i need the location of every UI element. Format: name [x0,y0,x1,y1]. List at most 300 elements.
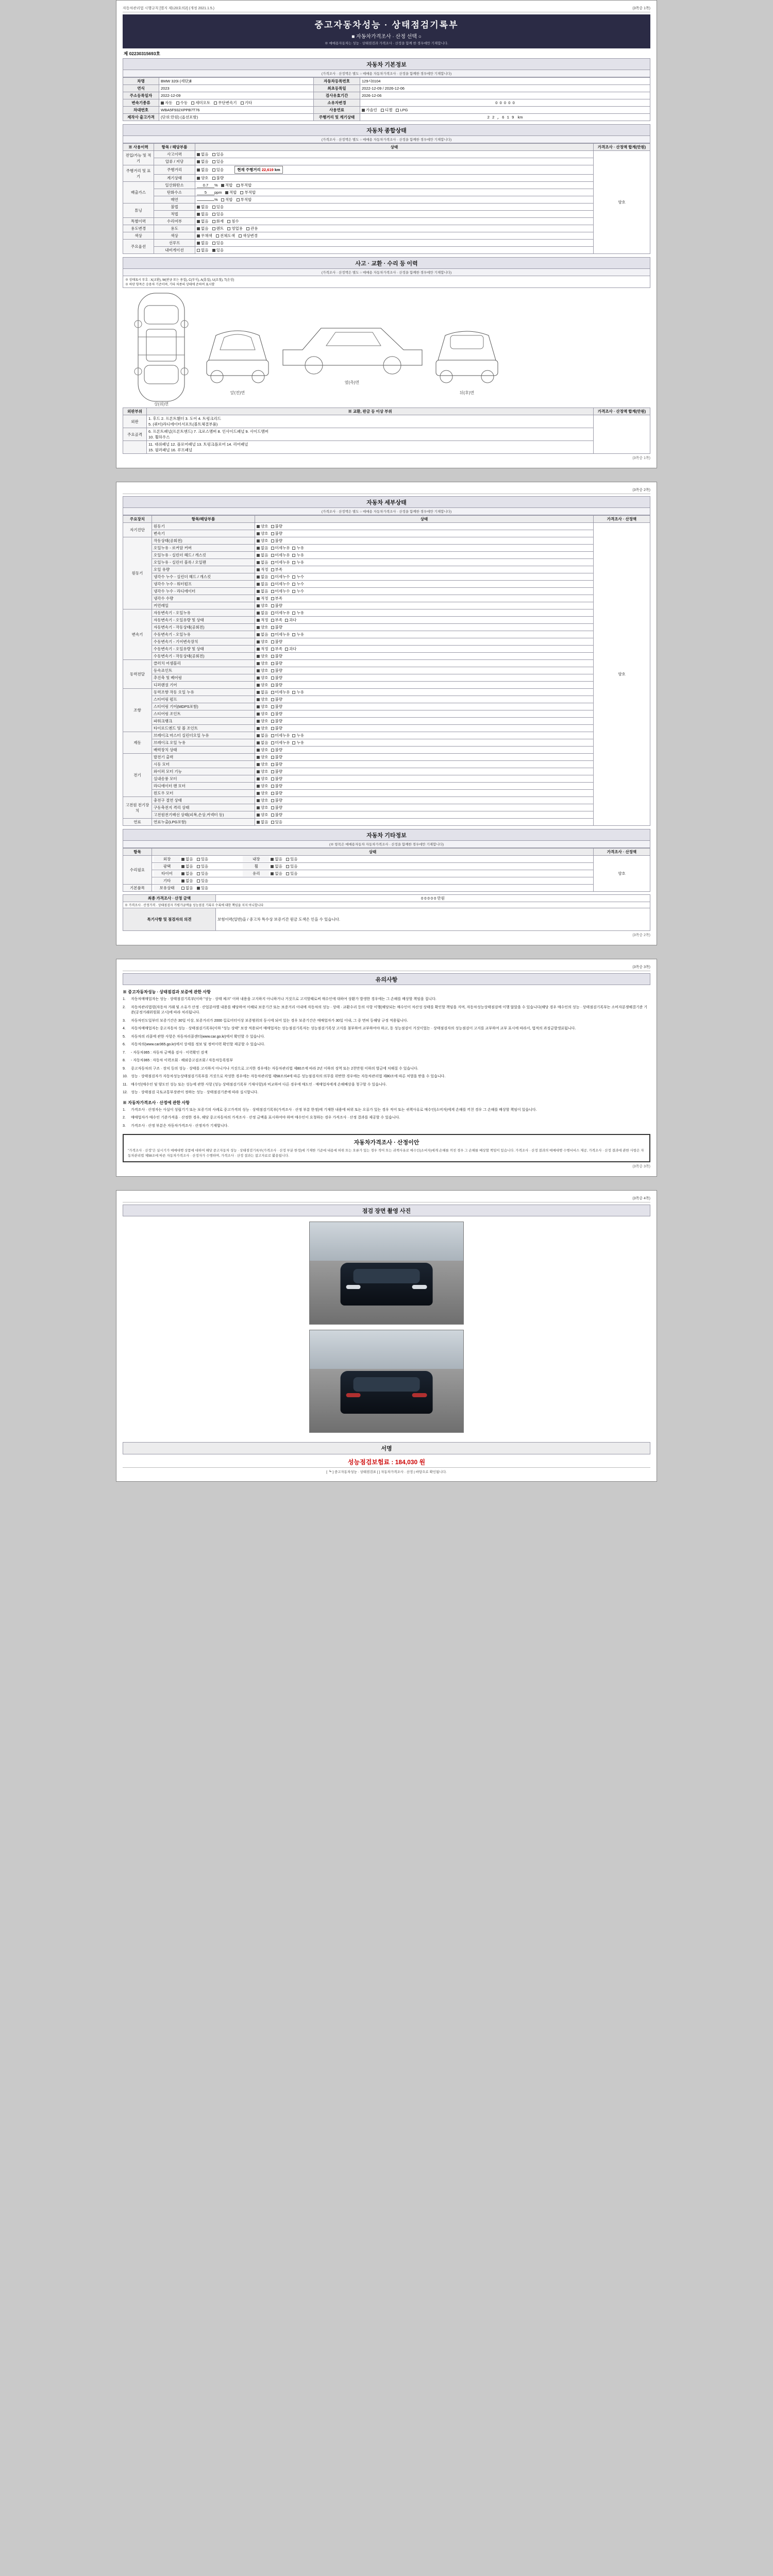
checkbox-icon[interactable] [292,590,295,593]
legal-none[interactable]: 없음 [197,211,209,217]
checkbox-icon[interactable] [257,626,260,629]
photo-rear-sky [310,1330,463,1369]
checkbox-icon[interactable] [257,554,260,557]
group-accident: 전입/가능 및 적기 [123,151,154,165]
checkbox-icon[interactable] [271,720,274,723]
detail-option-부족[interactable]: 부족 [271,596,283,601]
detail-option-양호[interactable]: 양호 [257,531,268,536]
hc-fail[interactable]: 부적합 [240,190,256,195]
checkbox-icon[interactable] [271,648,274,651]
checkbox-icon[interactable] [292,575,295,579]
checkbox-icon[interactable] [257,691,260,694]
table-row [123,559,650,566]
checkbox-icon[interactable] [292,612,295,615]
detail-option-미세누유[interactable]: 미세누유 [271,560,290,565]
opt-manual[interactable]: 수동 [176,100,188,106]
opt-cvt[interactable]: 무단변속기 [214,100,237,106]
detail-option-미세누유[interactable]: 미세누유 [271,632,290,637]
checkbox-icon[interactable] [271,770,274,773]
detail-option-양호[interactable]: 양호 [257,682,268,688]
detail-option-미세누유[interactable]: 미세누유 [271,552,290,558]
checkbox-icon[interactable] [257,792,260,795]
table-row [123,545,650,552]
detail-option-누유[interactable]: 누유 [292,733,304,738]
checkbox-icon[interactable] [292,554,295,557]
checkbox-icon[interactable] [271,734,274,737]
sr-yes[interactable]: 있음 [212,240,224,246]
detail-option-불량[interactable]: 불량 [271,639,283,645]
table-row [123,725,650,732]
detail-option-없음[interactable]: 없음 [257,560,268,565]
checkbox-icon[interactable] [271,655,274,658]
detail-option-불량[interactable]: 불량 [271,805,283,810]
opt-other-trans[interactable]: 기타 [241,100,253,106]
checkbox-icon[interactable] [292,561,295,564]
detail-option-없음[interactable]: 없음 [257,552,268,558]
pol-yes[interactable]: 있음 [197,863,209,869]
checkbox-icon[interactable] [271,554,274,557]
pol-none[interactable]: 없음 [181,863,193,869]
detail-option-미세누수[interactable]: 미세누수 [271,588,290,594]
checkbox-icon[interactable] [271,662,274,665]
wh-yes[interactable]: 있음 [286,863,298,869]
checkbox-icon[interactable] [257,763,260,766]
checkbox-icon[interactable] [257,568,260,571]
detail-option-양호[interactable]: 양호 [257,761,268,767]
parts-rank-0: 외판 [123,415,147,428]
detail-option-누유[interactable]: 누유 [292,560,304,565]
illegal-yes[interactable]: 있음 [212,204,224,210]
detail-option-불량[interactable]: 불량 [271,798,283,803]
detail-option-불량[interactable]: 불량 [271,711,283,717]
checkbox-icon[interactable] [292,691,295,694]
tire-yes[interactable]: 있음 [197,871,209,876]
detail-item: 변속기 [152,530,255,537]
opt-semiauto[interactable]: 세미오토 [191,100,210,106]
detail-option-불량[interactable]: 불량 [271,769,283,774]
detail-option-불량[interactable]: 불량 [271,783,283,789]
checkbox-icon[interactable] [257,640,260,643]
detail-option-불량[interactable]: 불량 [271,624,283,630]
nav-yes[interactable]: 있음 [212,247,224,253]
list-item-number: 10. [123,1075,128,1079]
detail-table [123,515,650,826]
detail-option-누유[interactable]: 누유 [292,689,304,695]
detail-option-양호[interactable]: 양호 [257,776,268,782]
checkbox-icon[interactable] [271,806,274,809]
sr-none[interactable]: 없음 [197,240,209,246]
value-plate: 129시0104 [360,78,650,85]
color-full[interactable]: 전체도색 [216,233,235,239]
checkbox-icon[interactable] [292,633,295,636]
detail-option-누유[interactable]: 누유 [292,552,304,558]
detail-option-없음[interactable]: 없음 [257,574,268,580]
ext-none[interactable]: 없음 [181,856,193,862]
checkbox-icon[interactable] [257,669,260,672]
fee-label: 성능점검보험료 : [347,1458,394,1466]
checkbox-icon[interactable] [257,713,260,716]
state-legal [195,211,594,218]
illegal-none[interactable]: 없음 [197,204,209,210]
checkbox-icon[interactable] [271,821,274,824]
hc-pass[interactable]: 적합 [225,190,237,195]
detail-option-불량[interactable]: 불량 [271,754,283,760]
detail-option-양호[interactable]: 양호 [257,790,268,796]
page4-header [123,1196,650,1202]
detail-option-양호[interactable]: 양호 [257,603,268,608]
use-gov[interactable]: 관용 [246,226,258,231]
smoke-fail[interactable]: 부적합 [237,197,252,202]
checkbox-icon[interactable] [292,734,295,737]
checkbox-icon[interactable] [292,583,295,586]
checkbox-icon[interactable] [271,633,274,636]
detail-option-불량[interactable]: 불량 [271,660,283,666]
checkbox-icon[interactable] [271,705,274,708]
parts-rank-2 [123,441,147,454]
detail-option-누유[interactable]: 누유 [292,610,304,616]
checkbox-icon[interactable] [271,698,274,701]
detail-option-양호[interactable]: 양호 [257,711,268,717]
detail-option-양호[interactable]: 양호 [257,754,268,760]
detail-col-1: 항목/해당부품 [152,516,255,523]
detail-option-불량[interactable]: 불량 [271,747,283,753]
checkbox-icon[interactable] [257,532,260,535]
smoke-pass[interactable]: 적합 [221,197,233,202]
nav-none[interactable]: 없음 [197,247,209,253]
detail-option-과다[interactable]: 과다 [285,617,297,623]
parts-items-0 [147,415,594,428]
use-biz[interactable]: 영업용 [227,226,243,231]
detail-option-없음[interactable]: 없음 [257,610,268,616]
gl-none[interactable]: 없음 [271,871,282,876]
checkbox-icon[interactable] [271,792,274,795]
checkbox-icon[interactable] [257,684,260,687]
detail-state [255,552,594,559]
rep-fire[interactable]: 화재 [212,218,224,224]
checkbox-icon[interactable] [257,785,260,788]
gl-yes[interactable]: 있음 [286,871,298,876]
lien-none[interactable]: 없음 [197,159,209,164]
detail-option-누유[interactable]: 누유 [292,545,304,551]
detail-option-양호[interactable]: 양호 [257,718,268,724]
table-row [123,537,650,545]
detail-option-불량[interactable]: 불량 [271,675,283,681]
detail-option-불량[interactable]: 불량 [271,761,283,767]
acc-none[interactable]: 없음 [197,151,209,157]
detail-option-양호[interactable]: 양호 [257,624,268,630]
detail-option-양호[interactable]: 양호 [257,725,268,731]
detail-option-양호[interactable]: 양호 [257,783,268,789]
checkbox-icon[interactable] [271,561,274,564]
int-yes[interactable]: 있음 [286,856,298,862]
detail-option-불량[interactable]: 불량 [271,812,283,818]
checkbox-icon[interactable] [257,604,260,607]
mil-none[interactable]: 없음 [197,167,209,173]
checkbox-icon[interactable] [257,662,260,665]
checkbox-icon[interactable] [271,547,274,550]
checkbox-icon[interactable] [257,821,260,824]
rep-none[interactable]: 없음 [197,218,209,224]
detail-option-없음[interactable]: 없음 [257,740,268,745]
detail-option-불량[interactable]: 불량 [271,697,283,702]
detail-option-미세누수[interactable]: 미세누수 [271,581,290,587]
checkbox-icon[interactable] [257,547,260,550]
detail-option-불량[interactable]: 불량 [271,668,283,673]
checkbox-icon[interactable] [271,763,274,766]
checkbox-icon[interactable] [271,539,274,543]
checkbox-icon[interactable] [271,669,274,672]
tire-none[interactable]: 없음 [181,871,193,876]
detail-option-미세누유[interactable]: 미세누유 [271,740,290,745]
checkbox-icon[interactable] [257,806,260,809]
detail-option-있음[interactable]: 있음 [271,819,283,825]
checkbox-icon[interactable] [271,691,274,694]
checkbox-icon[interactable] [257,734,260,737]
detail-option-미세누유[interactable]: 미세누유 [271,733,290,738]
detail-option-양호[interactable]: 양호 [257,769,268,774]
checkbox-icon[interactable] [257,770,260,773]
checkbox-icon[interactable] [257,749,260,752]
list-item-number: 9. [123,1066,126,1071]
meter-bad[interactable]: 불량 [212,175,224,181]
list-item [123,1050,650,1056]
checkbox-icon[interactable] [257,720,260,723]
detail-state [255,566,594,573]
detail-option-부족[interactable]: 부족 [271,617,283,623]
detail-option-적정[interactable]: 적정 [257,617,268,623]
other-item-interior: 내장 [243,856,270,862]
page4-number: (3쪽중 4쪽) [632,1196,650,1200]
detail-option-없음[interactable]: 없음 [257,545,268,551]
detail-option-미세누유[interactable]: 미세누유 [271,545,290,551]
checkbox-icon[interactable] [271,756,274,759]
detail-option-불량[interactable]: 불량 [271,725,283,731]
detail-option-누유[interactable]: 누유 [292,632,304,637]
detail-option-없음[interactable]: 없음 [257,632,268,637]
label-fuel: 사용연료 [314,107,360,114]
detail-option-누수[interactable]: 누수 [292,574,304,580]
use-rental[interactable]: 렌트 [212,226,224,231]
fee-value: 184,030 원 [395,1458,426,1466]
detail-option-부족[interactable]: 부족 [271,567,283,572]
detail-option-적정[interactable]: 적정 [257,596,268,601]
checkbox-icon[interactable] [271,525,274,528]
checkbox-icon[interactable] [271,604,274,607]
detail-option-누수[interactable]: 누수 [292,581,304,587]
checkbox-icon[interactable] [271,626,274,629]
checkbox-icon[interactable] [271,676,274,680]
detail-option-양호[interactable]: 양호 [257,812,268,818]
checkbox-icon[interactable] [271,684,274,687]
checkbox-icon[interactable] [271,785,274,788]
detail-item: 자동변속기 - 오일누유 [152,609,255,617]
meter-ok[interactable]: 양호 [197,175,209,181]
checkbox-icon[interactable] [271,799,274,802]
opt-auto[interactable]: 자동 [161,100,173,106]
detail-option-양호[interactable]: 양호 [257,639,268,645]
checkbox-icon[interactable] [257,597,260,600]
checkbox-icon[interactable] [271,575,274,579]
mil-yes[interactable]: 있음 [212,167,224,173]
photo-list [123,1216,650,1438]
car-rear-view-svg [431,288,503,406]
detail-state [255,703,594,710]
checkbox-icon[interactable] [271,727,274,730]
detail-option-누유[interactable]: 누유 [292,740,304,745]
opt-gasoline[interactable]: 가솔린 [362,107,377,113]
detail-option-양호[interactable]: 양호 [257,523,268,529]
checkbox-icon[interactable] [285,648,288,651]
checkbox-icon[interactable] [257,799,260,802]
remark-value: 보험이력(일반)을 / 중고차 특수상 보증기간 원금 도색은 인을 수 있습니다. [216,908,650,931]
checkbox-icon[interactable] [257,575,260,579]
checkbox-icon[interactable] [257,539,260,543]
col-state: 상태 [195,144,594,151]
int-none[interactable]: 없음 [271,856,282,862]
checkbox-icon[interactable] [257,590,260,593]
overall-table [123,143,650,254]
declaration-box [123,1134,650,1162]
detail-option-양호[interactable]: 양호 [257,675,268,681]
checkbox-icon[interactable] [257,525,260,528]
detail-option-적정[interactable]: 적정 [257,567,268,572]
document-title-bar [123,14,650,48]
detail-option-미세누수[interactable]: 미세누수 [271,574,290,580]
mileage-display-box [234,166,283,174]
detail-option-부족[interactable]: 부족 [271,646,283,652]
checkbox-icon[interactable] [271,568,274,571]
checkbox-icon[interactable] [257,676,260,680]
detail-item: 파워크랭크 [152,718,255,725]
detail-option-불량[interactable]: 불량 [271,603,283,608]
checkbox-icon[interactable] [257,727,260,730]
detail-option-불량[interactable]: 불량 [271,776,283,782]
lien-yes[interactable]: 있음 [212,159,224,164]
detail-option-불량[interactable]: 불량 [271,682,283,688]
detail-option-미세누유[interactable]: 미세누유 [271,689,290,695]
detail-option-불량[interactable]: 불량 [271,531,283,536]
detail-option-양호[interactable]: 양호 [257,653,268,659]
checkbox-icon[interactable] [257,561,260,564]
detail-option-없음[interactable]: 없음 [257,819,268,825]
checkbox-icon[interactable] [257,612,260,615]
parts-items-0-line2: 5. (쿼터)라디에이터서포트(볼트체결부품) [148,422,218,427]
checkbox-icon[interactable] [271,814,274,817]
legal-yes[interactable]: 있음 [212,211,224,217]
detail-option-양호[interactable]: 양호 [257,697,268,702]
opt-diesel[interactable]: 디젤 [381,107,393,113]
checkbox-icon[interactable] [257,814,260,817]
etc-yes[interactable]: 있음 [197,878,209,884]
color-none[interactable]: 무채색 [197,233,212,239]
detail-option-불량[interactable]: 불량 [271,704,283,709]
checkbox-icon[interactable] [271,583,274,586]
detail-option-불량[interactable]: 불량 [271,538,283,544]
detail-option-없음[interactable]: 없음 [257,689,268,695]
detail-option-불량[interactable]: 불량 [271,523,283,529]
detail-option-없음[interactable]: 없음 [257,588,268,594]
mileage-display-number: 22,619 [261,167,274,173]
checkbox-icon[interactable] [257,705,260,708]
checkbox-icon[interactable] [271,749,274,752]
checkbox-icon[interactable] [271,612,274,615]
detail-option-양호[interactable]: 양호 [257,538,268,544]
checkbox-icon[interactable] [271,777,274,781]
basic-yes[interactable]: 있음 [197,885,209,891]
checkbox-icon[interactable] [257,619,260,622]
etc-none[interactable]: 없음 [181,878,193,884]
co-pass[interactable]: 적합 [221,182,233,188]
detail-option-양호[interactable]: 양호 [257,704,268,709]
checkbox-icon[interactable] [271,741,274,744]
checkbox-icon[interactable] [271,590,274,593]
ext-yes[interactable]: 있음 [197,856,209,862]
checkbox-icon[interactable] [271,532,274,535]
photo-rear [309,1330,464,1433]
remark-label: 특기사항 및 점검자의 의견 [123,908,216,931]
detail-item: 수동변속기 - 오일유량 및 상태 [152,646,255,653]
checkbox-icon[interactable] [271,619,274,622]
detail-option-누수[interactable]: 누수 [292,588,304,594]
detail-col-0: 주요장치 [123,516,152,523]
detail-option-과다[interactable]: 과다 [285,646,297,652]
checkbox-icon[interactable] [271,597,274,600]
checkbox-icon[interactable] [257,583,260,586]
color-part[interactable]: 색상변경 [239,233,258,239]
checkbox-icon[interactable] [285,619,288,622]
fee-row [123,1454,650,1467]
checkbox-icon[interactable] [292,547,295,550]
detail-option-양호[interactable]: 양호 [257,805,268,810]
detail-option-없음[interactable]: 없음 [257,581,268,587]
acc-yes[interactable]: 있음 [212,151,224,157]
opt-lpg[interactable]: LPG [396,108,408,112]
table-row [123,797,650,804]
checkbox-icon[interactable] [257,655,260,658]
detail-item: 동력조향 작동 오일 누유 [152,689,255,696]
checkbox-icon[interactable] [257,756,260,759]
detail-option-없음[interactable]: 없음 [257,733,268,738]
detail-option-불량[interactable]: 불량 [271,653,283,659]
use-none[interactable]: 없음 [197,226,209,231]
rep-flood[interactable]: 침수 [227,218,239,224]
checkbox-icon[interactable] [257,648,260,651]
checkbox-icon[interactable] [271,640,274,643]
detail-option-양호[interactable]: 양호 [257,798,268,803]
checkbox-icon[interactable] [257,633,260,636]
table-row [123,566,650,573]
list-item-text: 자동차관리법령(자동차 거래 및 소유가 산정 · 산업분야별 내용를 해당하여 이해되 보증기간 또는 보증거리 이내에 자동차의 성능 · 상태 · 교환수리 등의 사항 이행(해당되는 매수인이 차산성 상태를 확인할 책임을 지며, 자동차성능상태점검에 이행 않았을 수 있습니다(해당 경우 매수인의 성능 · 상태점검기록부는 소비자분쟁해결기준 기준(공정거래위원회 고시)에 따라 처리됩니다. [131,1005,648,1015]
detail-option-불량[interactable]: 불량 [271,790,283,796]
checkbox-icon[interactable] [257,698,260,701]
checkbox-icon[interactable] [292,741,295,744]
checkbox-icon[interactable] [257,741,260,744]
detail-option-양호[interactable]: 양호 [257,660,268,666]
detail-option-적정[interactable]: 적정 [257,646,268,652]
co-fail[interactable]: 부적합 [237,182,252,188]
list-item-number: 1. [123,997,126,1002]
basic-none[interactable]: 없음 [181,885,193,891]
detail-option-양호[interactable]: 양호 [257,668,268,673]
checkbox-icon[interactable] [257,777,260,781]
detail-option-미세누유[interactable]: 미세누유 [271,610,290,616]
detail-option-양호[interactable]: 양호 [257,747,268,753]
checkbox-icon[interactable] [271,713,274,716]
total-note: ※ 가격조사 · 산정가격 · 상태점검자 가평가금액을 성능점검 기록부 수록에 대한 책임을 지지 아니합니다 [123,902,650,908]
detail-option-불량[interactable]: 불량 [271,718,283,724]
table-row [123,674,650,682]
wh-none[interactable]: 없음 [271,863,282,869]
